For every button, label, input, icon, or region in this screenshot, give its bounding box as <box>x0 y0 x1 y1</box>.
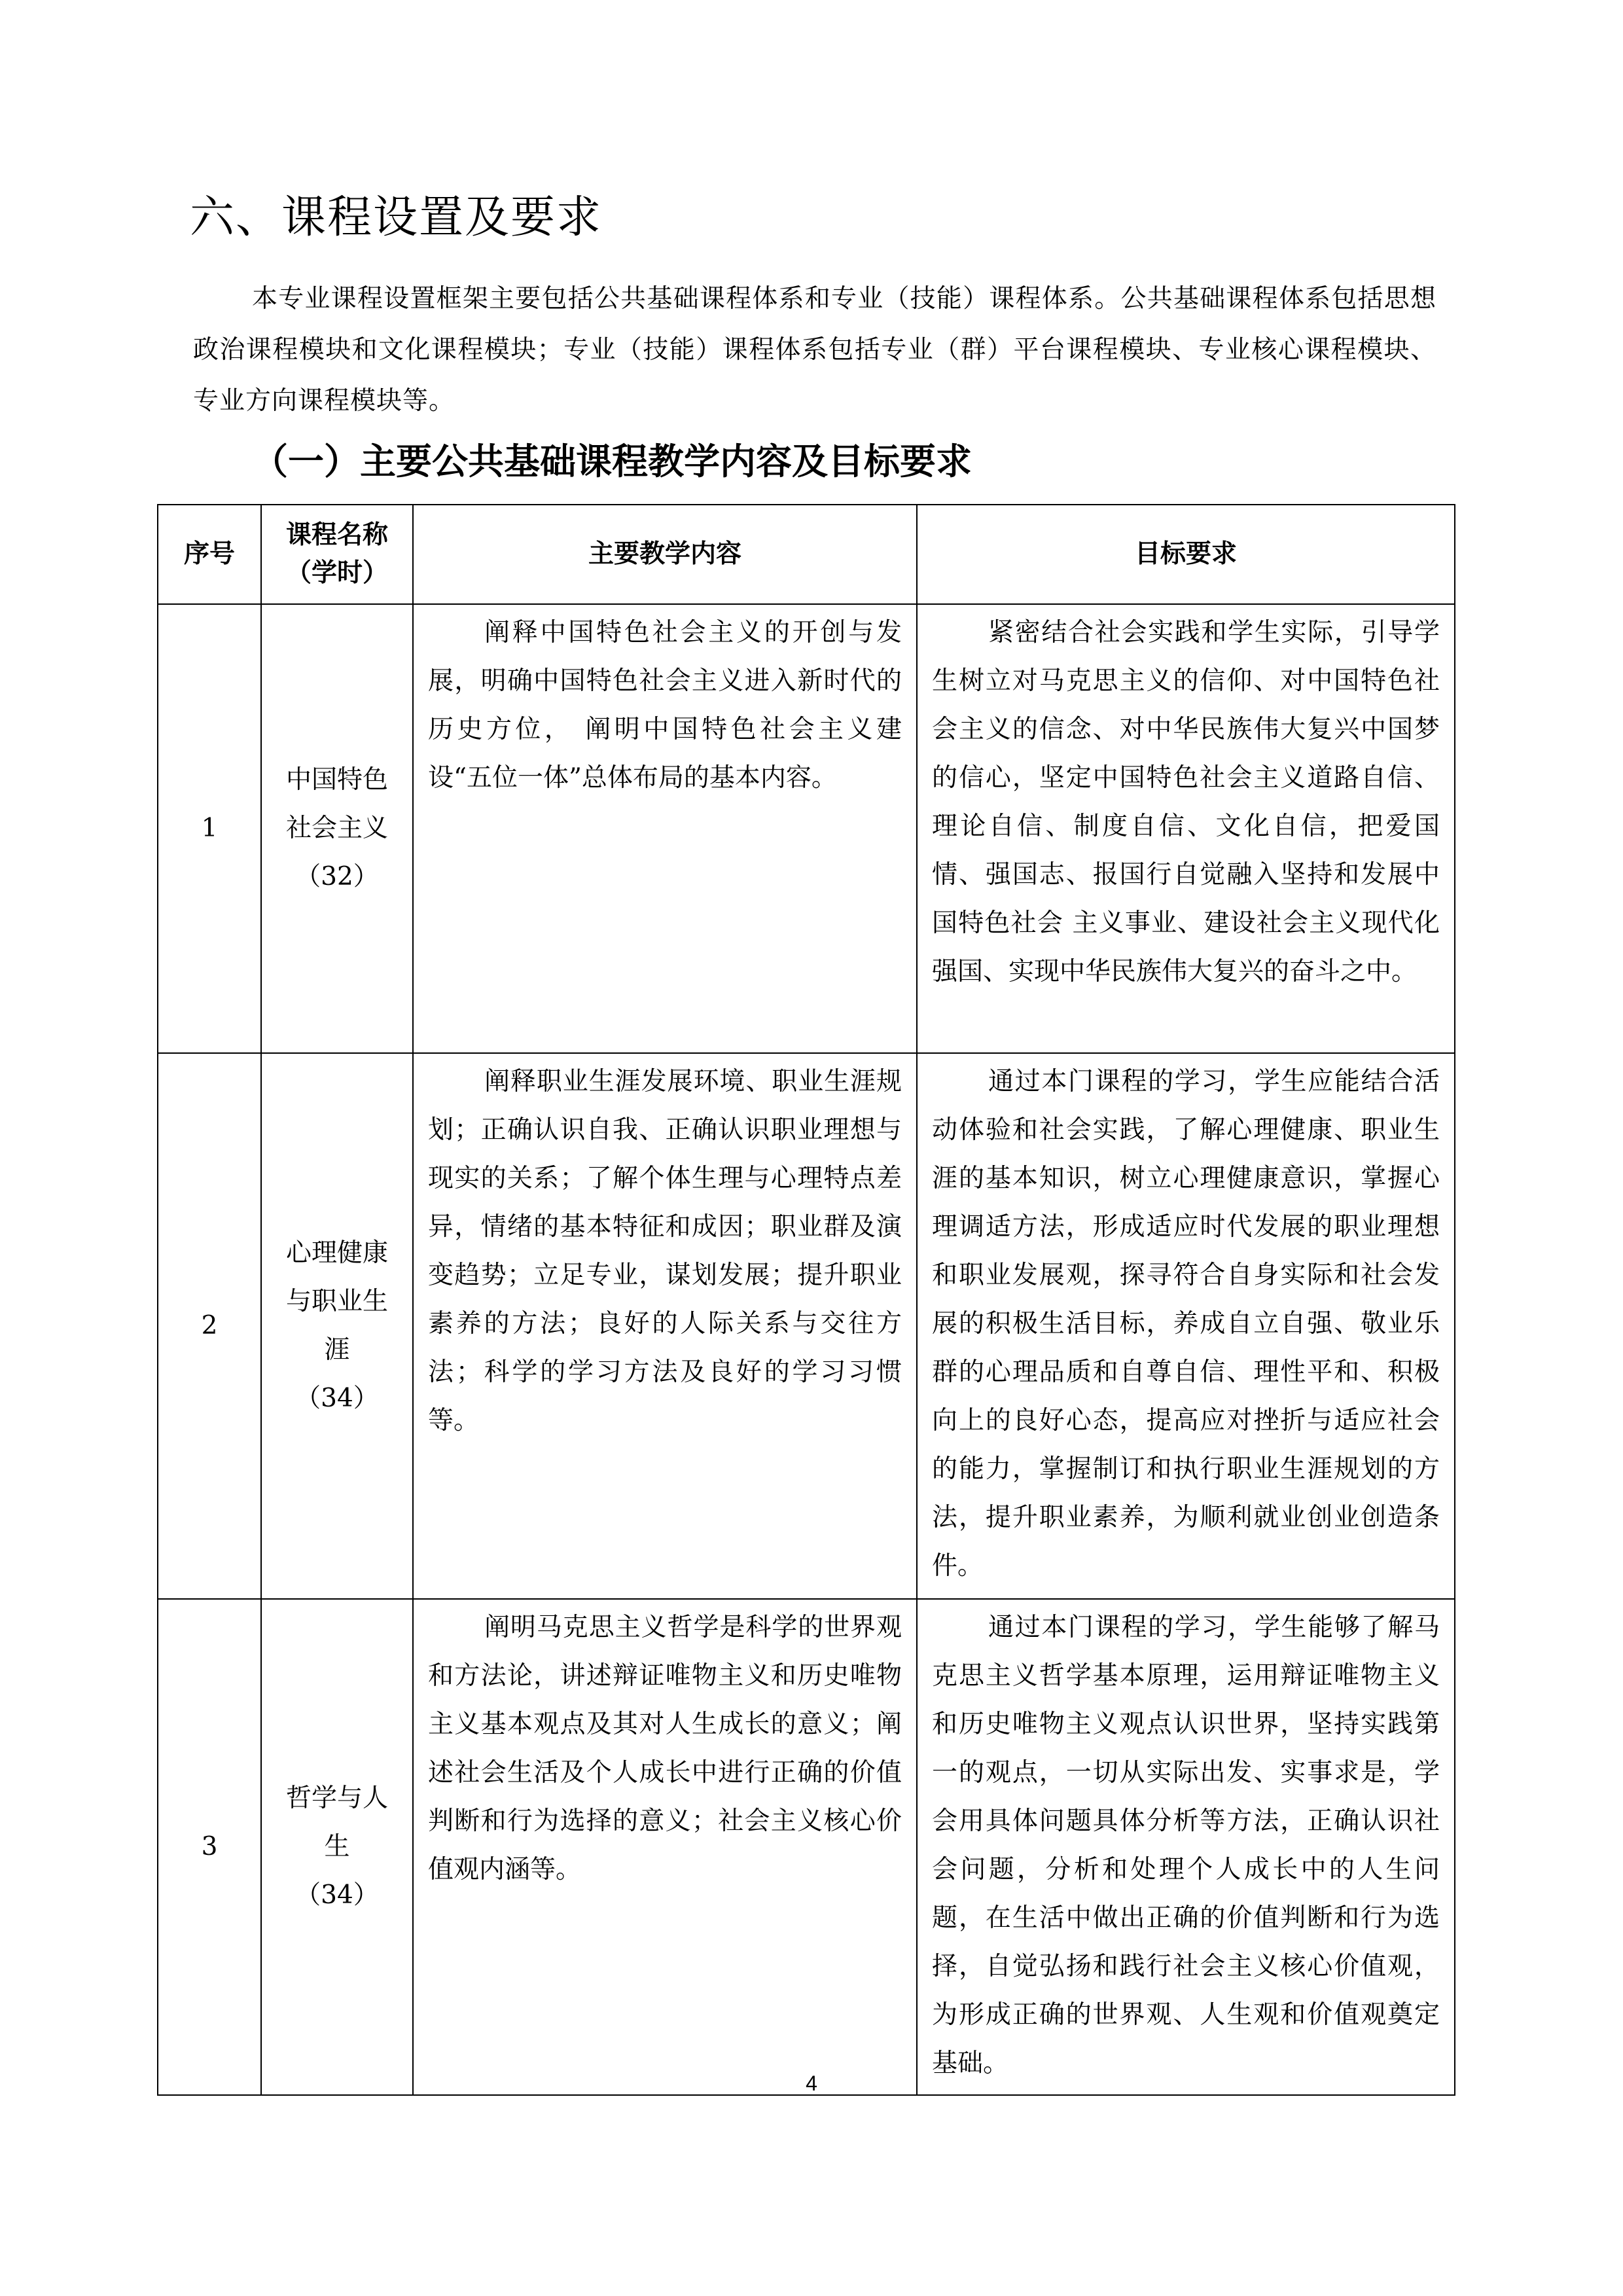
course-name-line: 涯 <box>324 1335 350 1365</box>
header-goal: 目标要求 <box>917 505 1455 604</box>
row-content: 阐释职业生涯发展环境、职业生涯规划；正确认识自我、正确认识职业理想与现实的关系；了解个体生理与心理特点差异，情绪的基本特征和成因；职业群及演变趋势；立足专业，谋划发展；提升职业素养的方法；良好的人际关系与交往方法；科学的学习方法及良好的学习习惯等。 <box>413 1053 917 1599</box>
intro-paragraph: 本专业课程设置框架主要包括公共基础课程体系和专业（技能）课程体系。公共基础课程体系包括思想政治课程模块和文化课程模块；专业（技能）课程体系包括专业（群）平台课程模块、专业核心课程模块、专业方向课程模块等。 <box>193 284 1436 416</box>
row-course-name <box>261 1053 413 1599</box>
table-row <box>158 1599 1455 2095</box>
header-content: 主要教学内容 <box>413 505 917 604</box>
row-goal: 通过本门课程的学习，学生能够了解马克思主义哲学基本原理，运用辩证唯物主义和历史唯物主义观点认识世界，坚持实践第一的观点，一切从实际出发、实事求是，学会用具体问题具体分析等方法，正确认识社会问题，分析和处理个人成长中的人生问题，在生活中做出正确的价值判断和行为选择，自觉弘扬和践行社会主义核心价值观，为形成正确的世界观、人生观和价值观奠定基础。 <box>917 1599 1455 2095</box>
header-seq: 序号 <box>158 505 261 604</box>
row-goal: 通过本门课程的学习，学生应能结合活动体验和社会实践，了解心理健康、职业生涯的基本知识，树立心理健康意识，掌握心理调适方法，形成适应时代发展的职业理想和职业发展观，探寻符合自身实际和社会发展的积极生活目标，养成自立自强、敬业乐群的心理品质和自尊自信、理性平和、积极向上的良好心态，提高应对挫折与适应社会的能力，掌握制订和执行职业生涯规划的方法，提升职业素养，为顺利就业创业创造条件。 <box>917 1053 1455 1599</box>
row-seq: 1 <box>158 604 261 1053</box>
table-row <box>158 604 1455 1053</box>
course-name-line: 与职业生 <box>285 1287 388 1316</box>
row-content: 阐释中国特色社会主义的开创与发展，明确中国特色社会主义进入新时代的历史方位， 阐明中国特色社会主义建设“五位一体”总体布局的基本内容。 <box>413 604 917 1053</box>
header-course-name <box>261 505 413 604</box>
row-goal: 紧密结合社会实践和学生实际，引导学生树立对马克思主义的信仰、对中国特色社会主义的信念、对中华民族伟大复兴中国梦的信心，坚定中国特色社会主义道路自信、理论自信、制度自信、文化自信，把爱国情、强国志、报国行自觉融入坚持和发展中国特色社会 主义事业、建设社会主义现代化强国、实现中华民族伟大复兴的奋斗之中。 <box>917 604 1455 1053</box>
course-name-line: 心理健康 <box>285 1238 388 1268</box>
course-table <box>157 504 1455 2096</box>
course-hours: （32） <box>295 862 379 891</box>
header-course-name-line2: （学时） <box>285 558 388 588</box>
course-name-line: 中国特色 <box>285 765 388 795</box>
table-header-row <box>158 505 1455 604</box>
header-course-name-line1: 课程名称 <box>285 520 388 550</box>
course-name-line: 哲学与人 <box>285 1784 388 1813</box>
subsection-heading: （一）主要公共基础课程教学内容及目标要求 <box>252 440 972 482</box>
section-heading: 六、课程设置及要求 <box>190 192 603 243</box>
row-seq: 3 <box>158 1599 261 2095</box>
row-course-name <box>261 604 413 1053</box>
course-name-line: 生 <box>324 1832 350 1861</box>
course-name-line: 社会主义 <box>285 814 388 843</box>
page-number: 4 <box>806 2072 817 2095</box>
row-seq: 2 <box>158 1053 261 1599</box>
row-content: 阐明马克思主义哲学是科学的世界观和方法论，讲述辩证唯物主义和历史唯物主义基本观点及其对人生成长的意义；阐述社会生活及个人成长中进行正确的价值判断和行为选择的意义；社会主义核心价值观内涵等。 <box>413 1599 917 2095</box>
table-row <box>158 1053 1455 1599</box>
course-hours: （34） <box>295 1880 379 1910</box>
row-course-name <box>261 1599 413 2095</box>
course-hours: （34） <box>295 1384 379 1413</box>
